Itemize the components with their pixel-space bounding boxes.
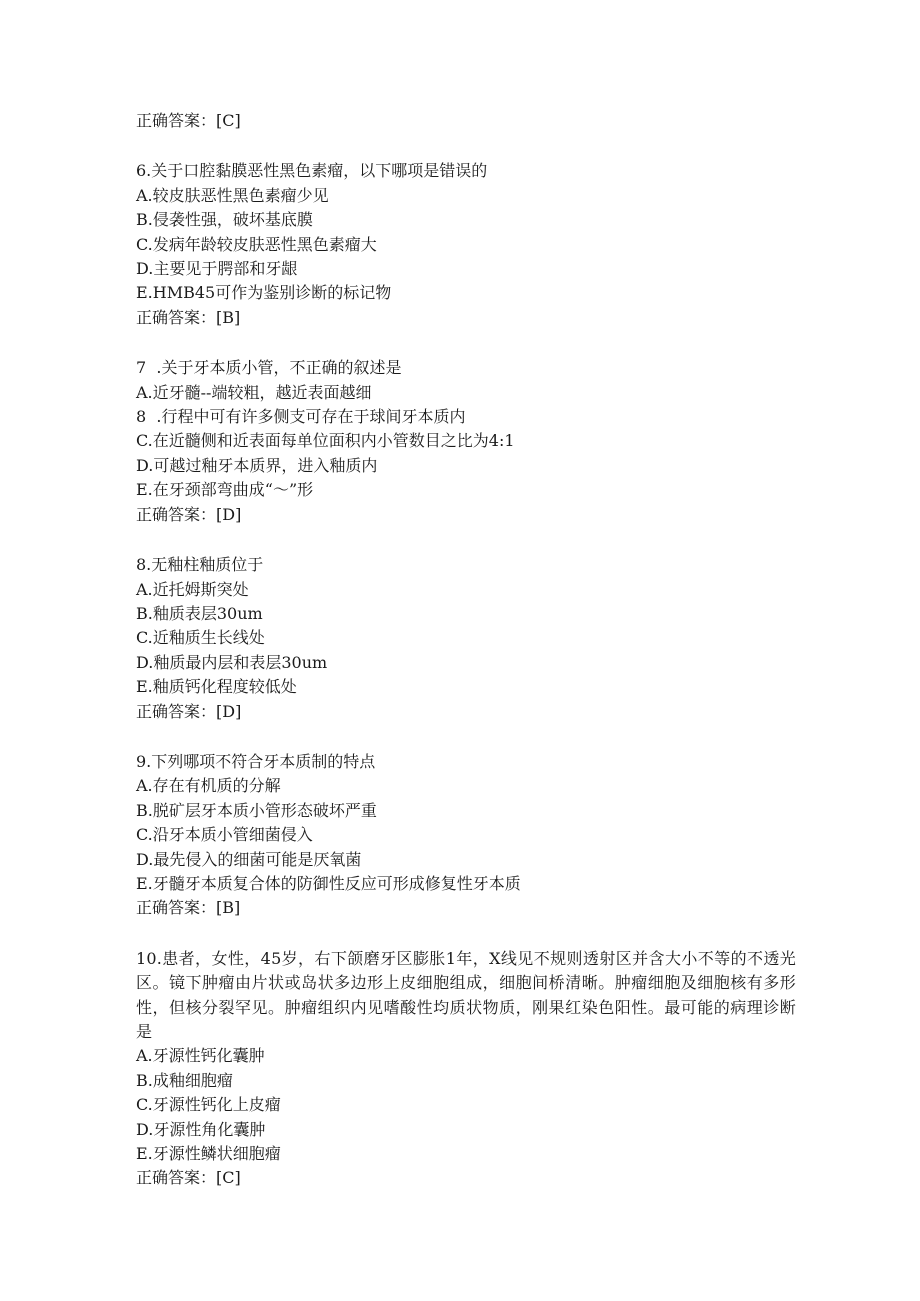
question-10	[136, 947, 796, 1191]
option-b: 8 .行程中可有许多侧支可存在于球间牙本质内	[136, 407, 466, 427]
option-e: E.釉质钙化程度较低处	[136, 677, 297, 697]
option-a: A.较皮肤恶性黑色素瘤少见	[136, 185, 329, 205]
question-list	[136, 109, 796, 1191]
option-a: A.牙源性钙化囊肿	[136, 1046, 265, 1066]
option-c: C.发病年龄较皮肤恶性黑色素瘤大	[136, 234, 377, 254]
question-stem: 9.下列哪项不符合牙本质制的特点	[136, 751, 376, 771]
option-c: C.牙源性钙化上皮瘤	[136, 1095, 281, 1115]
question-7	[136, 356, 796, 527]
question-stem: 7 .关于牙本质小管，不正确的叙述是	[136, 358, 402, 378]
option-e: E.HMB45可作为鉴别诊断的标记物	[136, 283, 392, 303]
option-d: D.最先侵入的细菌可能是厌氧菌	[136, 849, 362, 869]
option-c: C.沿牙本质小管细菌侵入	[136, 825, 313, 845]
option-e: E.在牙颈部弯曲成“～”形	[136, 480, 314, 500]
correct-answer: 正确答案：[C]	[136, 1168, 241, 1188]
option-b: B.成釉细胞瘤	[136, 1070, 233, 1090]
option-a: A.近牙髓--端较粗，越近表面越细	[136, 382, 372, 402]
option-b: B.侵袭性强，破坏基底膜	[136, 210, 313, 230]
option-e: E.牙源性鳞状细胞瘤	[136, 1144, 281, 1164]
option-b: B.釉质表层30um	[136, 603, 263, 623]
option-d: D.主要见于腭部和牙龈	[136, 259, 298, 279]
correct-answer: 正确答案：[B]	[136, 307, 241, 327]
question-stem: 6.关于口腔黏膜恶性黑色素瘤，以下哪项是错误的	[136, 161, 488, 181]
correct-answer: 正确答案：[D]	[136, 701, 242, 721]
correct-answer: 正确答案：[D]	[136, 504, 242, 524]
question-6	[136, 159, 796, 330]
option-e: E.牙髓牙本质复合体的防御性反应可形成修复性牙本质	[136, 873, 521, 893]
option-a: A.近托姆斯突处	[136, 579, 249, 599]
question-9	[136, 750, 796, 921]
option-c: C.近釉质生长线处	[136, 628, 265, 648]
correct-answer: 正确答案：[B]	[136, 898, 241, 918]
question-stem: 8.无釉柱釉质位于	[136, 555, 264, 575]
option-d: D.可越过釉牙本质界，进入釉质内	[136, 455, 378, 475]
option-b: B.脱矿层牙本质小管形态破坏严重	[136, 800, 377, 820]
option-d: D.釉质最内层和表层30um	[136, 652, 328, 672]
question-stem: 10.患者，女性，45岁，右下颌磨牙区膨胀1年，X线见不规则透射区并含大小不等的不透光区。镜下肿瘤由片状或岛状多边形上皮细胞组成，细胞间桥清晰。肿瘤细胞及细胞核有多形性，但核分裂罕见。肿瘤组织内见嗜酸性均质状物质，刚果红染色阳性。最可能的病理诊断是	[136, 948, 796, 1041]
option-d: D.牙源性角化囊肿	[136, 1119, 266, 1139]
lead-answer: 正确答案：[C]	[136, 111, 241, 130]
question-8	[136, 553, 796, 724]
option-c: C.在近髓侧和近表面每单位面积内小管数目之比为4:1	[136, 431, 515, 451]
option-a: A.存在有机质的分解	[136, 776, 281, 796]
